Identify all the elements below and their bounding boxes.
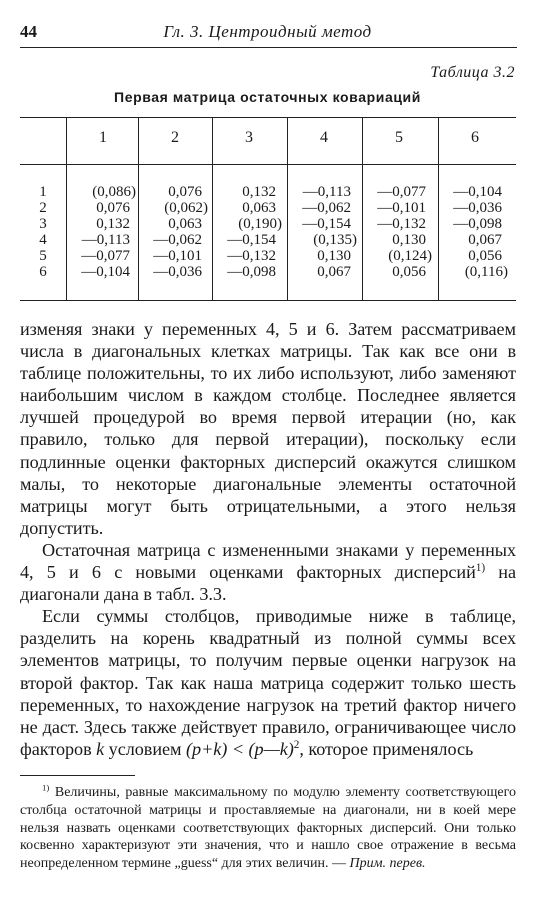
- paragraph-1: изменяя знаки у переменных 4, 5 и 6. Затем рассматриваем числа в диагональных клетках матрицы. Так как все они в таблице положительны, то их либо используют, либо заменяют наибольшим числом в каждом столбце. Последнее является лучшей процедурой во время первой итерации (но, как правило, только для первой итерации), поскольку если подлинные оценки факторных дисперсий окажутся слишком малы, то некоторые диагональные элементы остаточной матрицы могут быть отрицательными, а этого нельзя допустить.: [20, 319, 516, 538]
- table-caption: Таблица 3.2: [430, 64, 515, 81]
- paragraph-2-text: Остаточная матрица с измененными знаками у переменных 4, 5 и 6 с новыми оценками факторных дисперсий: [20, 539, 516, 583]
- page-header: [20, 22, 515, 44]
- header-rule: [20, 47, 517, 48]
- footnote-marker: 1): [42, 782, 50, 793]
- table-cell: 0,067: [468, 232, 502, 248]
- formula-exponent: 2: [293, 738, 300, 751]
- table-cell: —0,036: [453, 200, 502, 216]
- footnote-text: Величины, равные максимальному по модулю элементу соответствующего столбца остаточной матрицы и проставляемые на диагонали, ни в коей мере нельзя назвать оценками соответствующих факторных дисперсий. Они только косвенно характеризуют эти значения, что и нашло свое отражение в весьма неопределенном термине „guess“ для этих величин. —: [20, 785, 516, 872]
- table-cell: (0,124): [388, 248, 432, 264]
- paragraph-3-tail: , которое применялось: [299, 738, 474, 759]
- column-header: 5: [395, 129, 403, 146]
- table-cell: 0,076: [96, 200, 130, 216]
- table-cell: 0,130: [392, 232, 426, 248]
- table-cell: (0,135): [313, 232, 357, 248]
- variable-k: k: [96, 738, 105, 759]
- table-cell: —0,098: [227, 264, 276, 280]
- table-rule-header: [20, 164, 516, 165]
- table-cell: 0,056: [468, 248, 502, 264]
- table-rule-bottom: [20, 300, 516, 301]
- page-number: 44: [20, 22, 37, 41]
- table-cell: 0,076: [168, 184, 202, 200]
- table-cell: (0,062): [164, 200, 208, 216]
- table-cell: —0,062: [153, 232, 202, 248]
- row-label: 4: [39, 232, 47, 248]
- covariance-matrix-table: [20, 117, 516, 301]
- table-cell: —0,036: [153, 264, 202, 280]
- paragraph-3: [20, 605, 516, 760]
- row-label: 1: [39, 184, 47, 200]
- table-cell: 0,063: [242, 200, 276, 216]
- table-cell: —0,132: [377, 216, 426, 232]
- row-label: 5: [39, 248, 47, 264]
- table-cell: —0,077: [81, 248, 130, 264]
- table-cell: —0,132: [227, 248, 276, 264]
- row-label: 6: [39, 264, 47, 280]
- table-cell: —0,104: [81, 264, 130, 280]
- table-cell: —0,101: [153, 248, 202, 264]
- column-header: 3: [245, 129, 253, 146]
- table-cell: (0,086): [92, 184, 136, 200]
- table-cell: 0,130: [317, 248, 351, 264]
- body-text: [20, 318, 516, 760]
- table-cell: 0,067: [317, 264, 351, 280]
- paragraph-2: [20, 539, 516, 605]
- table-cell: —0,101: [377, 200, 426, 216]
- table-cell: —0,104: [453, 184, 502, 200]
- table-title: Первая матрица остаточных ковариаций: [114, 89, 421, 105]
- paragraph-3-text: Если суммы столбцов, приводимые ниже в таблице, разделить на корень квадратный из полной суммы всех элементов матрицы, то получим первые оценки нагрузок на второй фактор. Так как наша матрица содержит только шесть переменных, то нахождение нагрузок на третий фактор ничего не даст. Здесь также действует правило, ограничивающее число факторов: [20, 606, 516, 759]
- column-header: 4: [320, 129, 328, 146]
- table-cell: 0,063: [168, 216, 202, 232]
- table-cell: —0,113: [81, 232, 130, 248]
- table-cell: (0,116): [464, 264, 508, 280]
- table-rule-top: [20, 117, 516, 118]
- table-cell: —0,113: [302, 184, 351, 200]
- table-cell: —0,154: [302, 216, 351, 232]
- column-header: 2: [171, 129, 179, 146]
- table-cell: 0,132: [242, 184, 276, 200]
- table-cell: —0,062: [302, 200, 351, 216]
- footnote-ref: 1): [475, 561, 486, 574]
- table-cell: —0,154: [227, 232, 276, 248]
- column-header: 6: [471, 129, 479, 146]
- translator-note: Прим. перев.: [349, 856, 426, 872]
- paragraph-2-tail: на диагонали дана в табл. 3.3.: [20, 562, 516, 605]
- table-cell: —0,098: [453, 216, 502, 232]
- column-header: 1: [99, 129, 107, 146]
- table-cell: (0,190): [238, 216, 282, 232]
- paragraph-3-mid: условием: [104, 738, 187, 759]
- row-label: 2: [39, 200, 47, 216]
- formula: (p+k) < (p—k): [186, 738, 294, 759]
- footnote-rule: [20, 775, 135, 776]
- table-cell: —0,077: [377, 184, 426, 200]
- footnote: [20, 784, 516, 873]
- table-cell: 0,132: [96, 216, 130, 232]
- row-label: 3: [39, 216, 47, 232]
- running-title: Гл. 3. Центроидный метод: [163, 22, 372, 41]
- table-cell: 0,056: [392, 264, 426, 280]
